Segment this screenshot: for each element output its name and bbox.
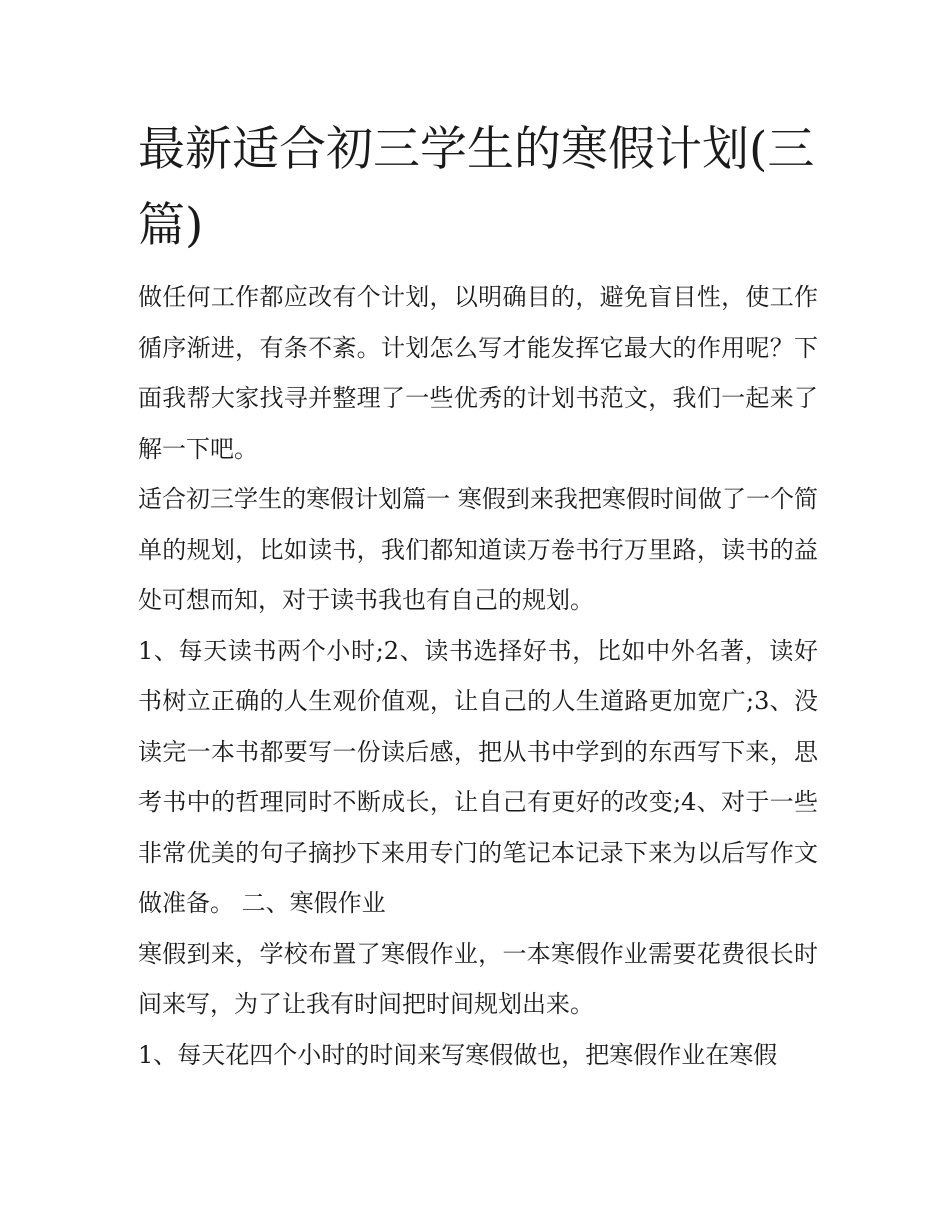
paragraph-intro: 做任何工作都应改有个计划，以明确目的，避免盲目性，使工作循序渐进，有条不紊。计划怎么写才能发挥它最大的作用呢？下面我帮大家找寻并整理了一些优秀的计划书范文，我们一起来了解一下吧。 <box>138 283 818 463</box>
paragraph-plan-one-reading: 适合初三学生的寒假计划篇一 寒假到来我把寒假时间做了一个简单的规划，比如读书，我们都知道读万卷书行万里路，读书的益处可想而知，对于读书我也有自己的规划。 <box>138 485 818 614</box>
paragraph-reading-steps: 1、每天读书两个小时;2、读书选择好书，比如中外名著，读好书树立正确的人生观价值观，让自己的人生道路更加宽广;3、没读完一本书都要写一份读后感，把从书中学到的东西写下来，思考书中的哲理同时不断成长，让自己有更好的改变;4、对于一些非常优美的句子摘抄下来用专门的笔记本记录下来为以后写作文做准备。 二、寒假作业 <box>138 636 818 917</box>
paragraph-homework-steps: 1、每天花四个小时的时间来写寒假做也，把寒假作业在寒假 <box>138 1040 778 1069</box>
document-body <box>138 272 818 1080</box>
document-title: 最新适合初三学生的寒假计划(三篇) <box>138 122 815 253</box>
paragraph-homework: 寒假到来，学校布置了寒假作业，一本寒假作业需要花费很长时间来写，为了让我有时间把时间规划出来。 <box>138 939 818 1018</box>
